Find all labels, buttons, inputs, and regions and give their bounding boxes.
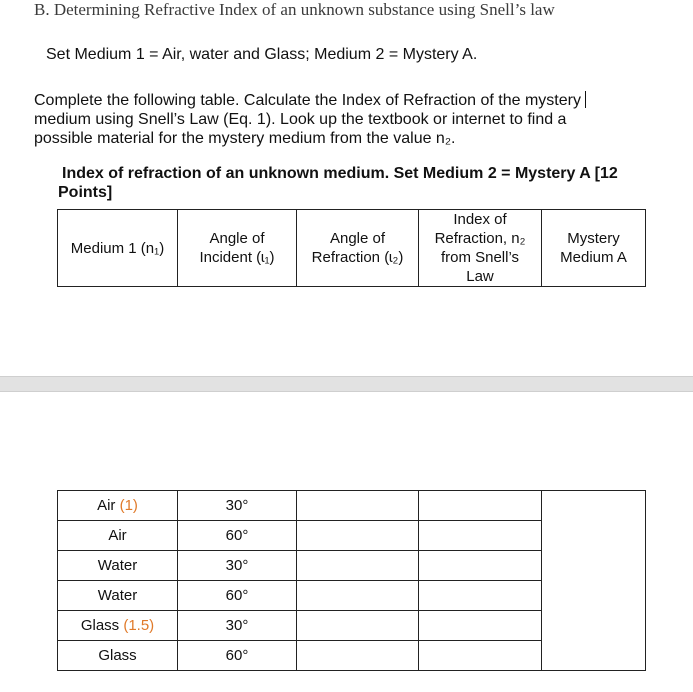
instructions-line-2: medium using Snell’s Law (Eq. 1). Look up the textbook or internet to find a	[34, 111, 567, 128]
medium-cell	[58, 611, 178, 641]
medium-name: Glass	[98, 647, 137, 664]
refraction-angle-input[interactable]	[297, 491, 419, 521]
medium-cell	[58, 521, 178, 551]
header-mystery-medium	[542, 210, 646, 287]
medium-name: Air	[97, 497, 116, 514]
index-n2-input[interactable]	[419, 581, 542, 611]
header-index-line-2: Refraction, n₂	[434, 230, 526, 247]
index-n2-input[interactable]	[419, 551, 542, 581]
incident-angle-cell: 60°	[178, 581, 297, 611]
mystery-medium-input[interactable]	[542, 491, 646, 671]
header-angle-incident	[178, 210, 297, 287]
incident-angle-cell: 60°	[178, 521, 297, 551]
section-title: B. Determining Refractive Index of an unknown substance using Snell’s law	[34, 0, 555, 19]
table-row	[58, 491, 646, 521]
index-n2-input[interactable]	[419, 641, 542, 671]
medium-cell	[58, 581, 178, 611]
header-angle-incident-line-1: Angle of	[209, 230, 265, 247]
index-n2-input[interactable]	[419, 491, 542, 521]
refraction-angle-input[interactable]	[297, 551, 419, 581]
medium-cell	[58, 641, 178, 671]
header-mystery-line-2: Medium A	[560, 249, 627, 266]
table-heading	[58, 164, 658, 202]
table-heading-line-2: Points]	[58, 184, 113, 201]
header-angle-incident-line-2: Incident (ɩ₁)	[199, 249, 275, 266]
refraction-angle-input[interactable]	[297, 641, 419, 671]
header-medium-1-text: Medium 1 (n₁)	[70, 239, 165, 257]
incident-angle-cell: 30°	[178, 491, 297, 521]
medium-name: Air	[108, 527, 127, 544]
medium-n-value: (1.5)	[123, 617, 155, 634]
header-index-of-refraction	[419, 210, 542, 287]
header-mystery-line-1: Mystery	[567, 230, 620, 247]
medium-name: Glass	[80, 617, 120, 634]
refraction-angle-input[interactable]	[297, 521, 419, 551]
instructions-line-1-text: Complete the following table. Calculate the Index of Refraction of the mystery	[34, 92, 581, 109]
header-row	[58, 210, 646, 287]
refraction-angle-input[interactable]	[297, 611, 419, 641]
index-n2-input[interactable]	[419, 521, 542, 551]
table-heading-line-1: Index of refraction of an unknown medium. Set Medium 2 = Mystery A [12	[62, 165, 618, 182]
header-angle-refraction-line-1: Angle of	[329, 230, 386, 247]
header-index-line-4: Law	[466, 268, 494, 285]
header-index-line-3: from Snell’s	[440, 249, 520, 266]
incident-angle-cell: 60°	[178, 641, 297, 671]
instructions-line-3: possible material for the mystery medium from the value n₂.	[34, 130, 456, 147]
refraction-angle-input[interactable]	[297, 581, 419, 611]
incident-angle-cell: 30°	[178, 551, 297, 581]
header-medium-1	[58, 210, 178, 287]
medium-n-value: (1)	[119, 497, 138, 514]
header-index-line-1: Index of	[453, 211, 507, 228]
header-angle-refraction	[297, 210, 419, 287]
medium-cell	[58, 551, 178, 581]
refraction-table-header	[57, 209, 646, 287]
set-medium-statement: Set Medium 1 = Air, water and Glass; Medium 2 = Mystery A.	[46, 46, 478, 63]
incident-angle-cell: 30°	[178, 611, 297, 641]
instructions-line-1	[34, 91, 634, 110]
medium-name: Water	[97, 587, 138, 604]
medium-name: Water	[97, 557, 138, 574]
index-n2-input[interactable]	[419, 611, 542, 641]
medium-cell	[58, 491, 178, 521]
page-separator	[0, 376, 693, 392]
instructions-paragraph	[34, 91, 634, 148]
text-cursor	[585, 91, 586, 108]
refraction-table-body	[57, 490, 646, 671]
header-angle-refraction-line-2: Refraction (ɩ₂)	[311, 249, 404, 266]
